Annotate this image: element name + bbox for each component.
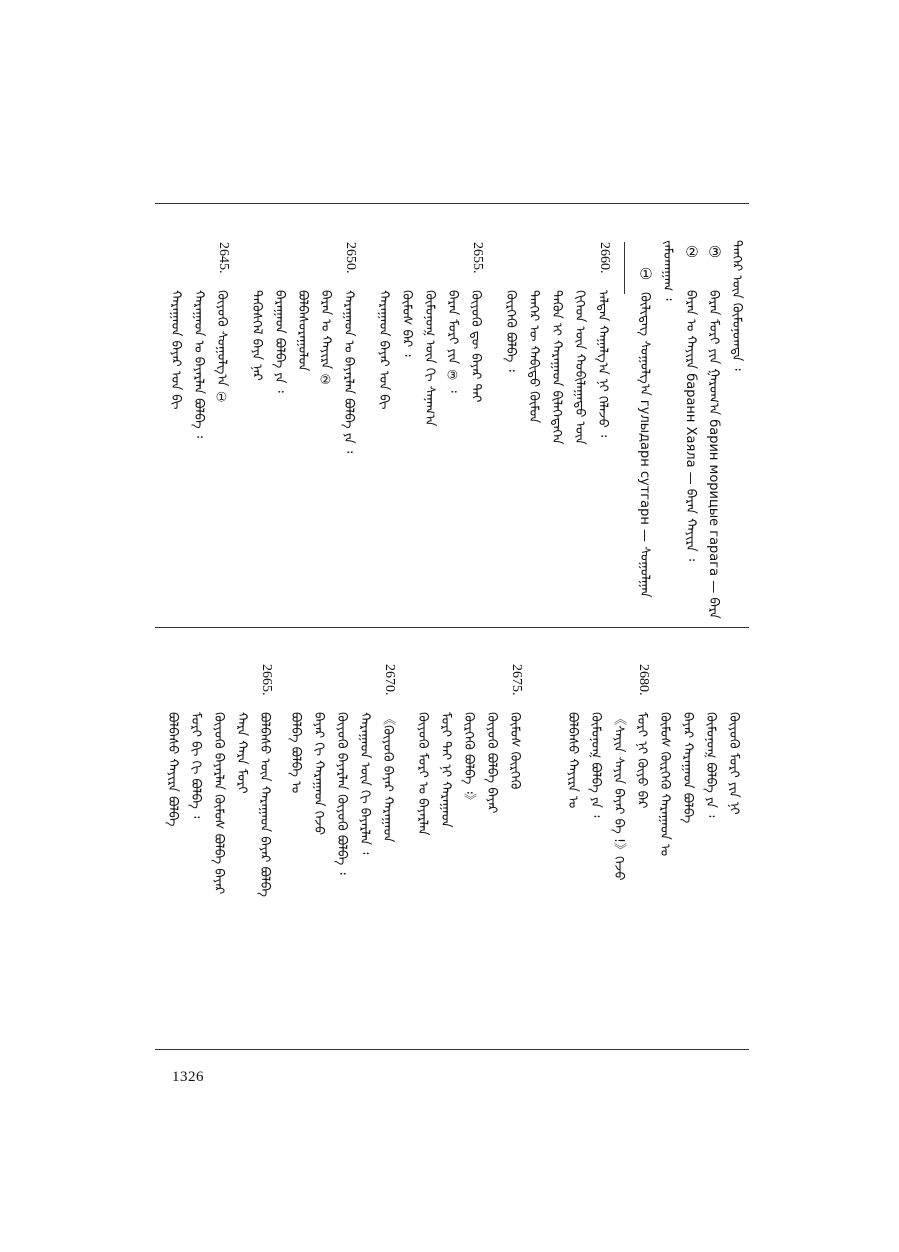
- line-number-2680: 2680.: [636, 664, 651, 696]
- line-number-2655: 2655.: [470, 242, 485, 274]
- verse-line: ᠮᠣᠷᠢ ᠲᠠᠢ ᠨᠢ ᠬᠠᠷᠠᠭᠠᠳ: [438, 712, 453, 828]
- verse-line: ᠭᠦᠶᠦᠬᠦ ᠳᠦ ᠪᠠᠶᠠᠷ ᠲᠠᠢ: [468, 290, 483, 403]
- verse-line: ᠬᠢᠭᠡᠳ ᠦᠨ ᠬᠤᠪᠢᠯᠠᠭᠠᠳᠤ ᠦᠨ: [572, 290, 587, 445]
- verse-line: ᠬᠠᠷᠠᠭᠠᠳ ᠤ ᠪᠠᠶᠠᠷᠯᠠᠨ ᠪᠣᠯᠪᠠ ᠄: [191, 290, 206, 438]
- page-number: 1326: [172, 1069, 204, 1085]
- verse-line: ᠪᠣᠯᠪᠠ ᠪᠣᠯᠪᠠ ᠤ: [288, 712, 303, 794]
- verse-line: ᠪᠠᠶᠠᠷ ᠬᠠᠷᠠᠭᠠᠳ ᠪᠣᠯᠪᠠ: [680, 712, 695, 824]
- verse-line: ᠬᠦᠷᠭᠡᠬᠦ ᠪᠣᠯᠪᠠ ᠄》: [461, 712, 476, 807]
- verse-line: ᠬᠦᠮᠦᠰ ᠬᠦᠷᠭᠡᠬᠦ ᠬᠠᠷᠠᠭᠠᠳ ᠤ: [657, 712, 672, 857]
- verse-line: 《ᠭᠦᠶᠦᠬᠦ ᠪᠠᠶᠠᠷ ᠬᠠᠷᠠᠭᠠᠳ: [380, 712, 395, 843]
- line-number-2660: 2660.: [597, 242, 612, 274]
- verse-line: ᠬᠦᠮᠦᠨᠦᠭ᠍ ᠪᠣᠯᠪᠠ ᠶᠡ ᠄: [703, 712, 718, 818]
- verse-line: ᠪᠠᠶᠠᠷ ᠬᠢ ᠬᠠᠷᠠᠭᠠᠳ ᠭᠡᠵᠦ: [311, 712, 326, 836]
- verse-line: ᠭᠦᠶᠦᠬᠦ ᠮᠣᠷᠢ ᠤ ᠪᠠᠶᠠᠷᠯᠠᠨ: [415, 712, 430, 836]
- verse-line: ᠬᠠᠷᠠᠭᠠᠳ ᠪᠠᠶᠠᠷ ᠤᠨ ᠪᠢ: [376, 290, 391, 410]
- verse-line: ᠬᠦᠮᠦᠰ ᠬᠦᠷᠭᠡᠬᠦ: [507, 712, 522, 790]
- verse-line: ᠪᠣᠯᠪᠠᠰᠤ ᠦᠨ ᠬᠠᠷᠠᠭᠠᠳ ᠪᠠᠶᠠᠷ ᠪᠣᠯᠪᠠ: [257, 712, 272, 897]
- verse-line: ᠠᠯᠲᠠᠨ ᠬᠠᠭᠠᠯᠭ᠎ᠠ ᠨᠢ ᠬᠡᠯᠡᠵᠦ ᠄: [595, 290, 610, 438]
- verse-line: ᠮᠣᠷᠢ ᠪᠢ ᠬᠢ ᠪᠣᠯᠪᠠ ᠄: [188, 712, 203, 819]
- verse-line: ᠭᠦᠶᠦᠬᠦ ᠰᠤᠭᠤᠯᠭ᠎ᠠ ①: [214, 290, 229, 406]
- verse-line: ᠬᠠᠷᠠᠭᠠᠳ ᠤ ᠪᠠᠶᠠᠷᠯᠠᠨ ᠪᠣᠯᠪᠠ ᠶᠡ ᠄: [341, 290, 356, 454]
- footnote-line-5-marker: ①: [637, 265, 655, 283]
- line-number-2645: 2645.: [216, 242, 231, 274]
- footnote-line-2: ᠪᠠᠷᠠᠨ ᠮᠣᠷᠢ ᠶᠢᠨ ᠭᠠᠷᠤᠭ᠎ᠠ барин морицые гарагa — ᠪᠠᠷᠠ: [706, 290, 721, 619]
- line-number-2665: 2665.: [259, 664, 274, 696]
- footnote-line-4: ᠵᠠᠮᠤᠬᠠᠭᠠᠭ ᠄: [660, 240, 675, 301]
- footnote-line-5: ᠭᠦᠯᠢᠳᠡᠭ᠌ ᠰᠤᠭᠤᠯᠭ᠎ᠠ гулыдарн сутгарн — ᠰᠤᠭᠤᠯᠭᠠᠨ: [637, 292, 652, 598]
- verse-line: ᠲᠡᠭᠦᠨ ᠢ ᠬᠠᠷᠠᠭᠠᠳ ᠪᠢᠯᠡᠭᠡᠳᠡᠭᠡᠨ: [549, 290, 564, 445]
- verse-line: ᠲᠡᠭᠦᠰᠭᠡᠯ ᠪᠠᠶᠠ ᠨᠡᠷ: [249, 290, 264, 381]
- verse-line: ᠬᠠᠷᠠᠭᠠᠳ ᠪᠠᠶᠠᠷ ᠤᠨ ᠪᠢ: [168, 290, 183, 410]
- footnote-line-1: ᠲᠡᠨᠭᠡᠷ ᠦᠨ ᠬᠦᠮᠦᠨᠦᠭ᠍ᠳᠡ ᠄: [729, 240, 744, 371]
- verse-line: ᠪᠣᠯᠪᠠᠰᠤᠷᠠᠭᠤᠯᠤᠨ: [295, 290, 310, 372]
- footnote-line-2-marker: ③: [706, 243, 724, 261]
- verse-line: ᠪᠠᠷᠠᠨ ᠮᠣᠷᠢ ᠶᠢᠨ ③ ᠄: [445, 290, 460, 393]
- verse-line: ᠪᠣᠯᠪᠠᠰᠤ ᠬᠠᠶᠢᠷᠠ ᠪᠣᠯᠪᠠ: [165, 712, 180, 827]
- verse-line: ᠪᠠᠷᠠᠨ ᠤ ᠬᠠᠶᠢᠷᠠ ②: [318, 290, 333, 389]
- verse-line: 《ᠰᠠᠶᠢᠨ ᠰᠠᠶᠢᠨ ᠪᠠᠶᠠᠷ ᠪᠠ !》ᠭᠡᠵᠦ: [611, 712, 626, 881]
- line-number-2650: 2650.: [343, 242, 358, 274]
- verse-line: ᠬᠠᠷᠠᠭᠠᠳ ᠦᠨ ᠬᠢ ᠪᠠᠶᠠᠷᠯᠠᠨ ᠄: [357, 712, 372, 855]
- verse-line: ᠭᠦᠶᠦᠬᠦ ᠪᠣᠯᠪᠠ ᠪᠠᠶᠠᠷ: [484, 712, 499, 814]
- verse-line: ᠬᠦᠮᠦᠨᠦᠭ᠍ ᠪᠣᠯᠪᠠ ᠶᠡ ᠄: [588, 712, 603, 818]
- verse-line: ᠭᠦᠶᠦᠬᠦ ᠪᠠᠶᠠᠷᠯᠠᠨ ᠬᠦᠮᠦᠰ ᠪᠣᠯᠪᠠ ᠪᠠᠶᠠᠷ: [211, 712, 226, 895]
- footnote-line-3-marker: ②: [683, 243, 701, 261]
- footnote-line-3: ᠪᠠᠷᠠᠨ ᠤ ᠬᠠᠶᠢᠷᠠ баранн Хаяла — ᠪᠠᠷᠠᠨ ᠬᠠᠶᠢᠷᠠ ᠄: [683, 290, 698, 562]
- footnote-separator: [624, 242, 625, 294]
- top-rule: [155, 203, 749, 204]
- line-number-2670: 2670.: [382, 664, 397, 696]
- verse-line: ᠬᠦᠷᠭᠡᠬᠦ ᠪᠣᠯᠪᠠ ᠄: [503, 290, 518, 372]
- verse-line: ᠭᠦᠶᠦᠬᠦ ᠮᠣᠷᠢ ᠶᠢᠨ ᠨᠢ: [726, 712, 741, 815]
- line-number-2675: 2675.: [509, 664, 524, 696]
- bottom-rule: [155, 1049, 749, 1050]
- verse-line: ᠬᠠᠷᠠ ᠬᠠᠷᠠ ᠮᠣᠷᠢ: [234, 712, 249, 794]
- verse-line: ᠲᠡᠨᠭᠡᠷ ᠦ ᠬᠠᠪᠢᠳᠤ ᠬᠦᠮᠦᠨ: [526, 290, 541, 424]
- verse-line: ᠪᠣᠯᠪᠠᠰᠤ ᠬᠠᠶᠢᠷᠠ ᠤ: [565, 712, 580, 809]
- verse-line: ᠪᠠᠷᠠᠭᠠᠳ ᠪᠣᠯᠪᠠ ᠶᠡ ᠄: [272, 290, 287, 393]
- verse-line: ᠬᠦᠮᠦᠨᠦᠭ᠍ ᠦᠨ ᠬᠢ ᠰᠠᠨᠠᠭ᠎ᠠ: [422, 290, 437, 427]
- middle-rule: [155, 627, 749, 628]
- verse-line: ᠬᠦᠮᠦᠰ ᠪᠠᠷ ᠄: [399, 290, 414, 357]
- verse-line: ᠮᠣᠷᠢ ᠨᠢ ᠭᠦᠶᠦ ᠪᠠᠷ: [634, 712, 649, 809]
- verse-line: ᠭᠦᠶᠦᠬᠦ ᠪᠠᠶᠠᠷᠯᠠᠨ ᠭᠦᠶᠦᠬᠦ ᠪᠣᠯᠪᠠ ᠄: [334, 712, 349, 875]
